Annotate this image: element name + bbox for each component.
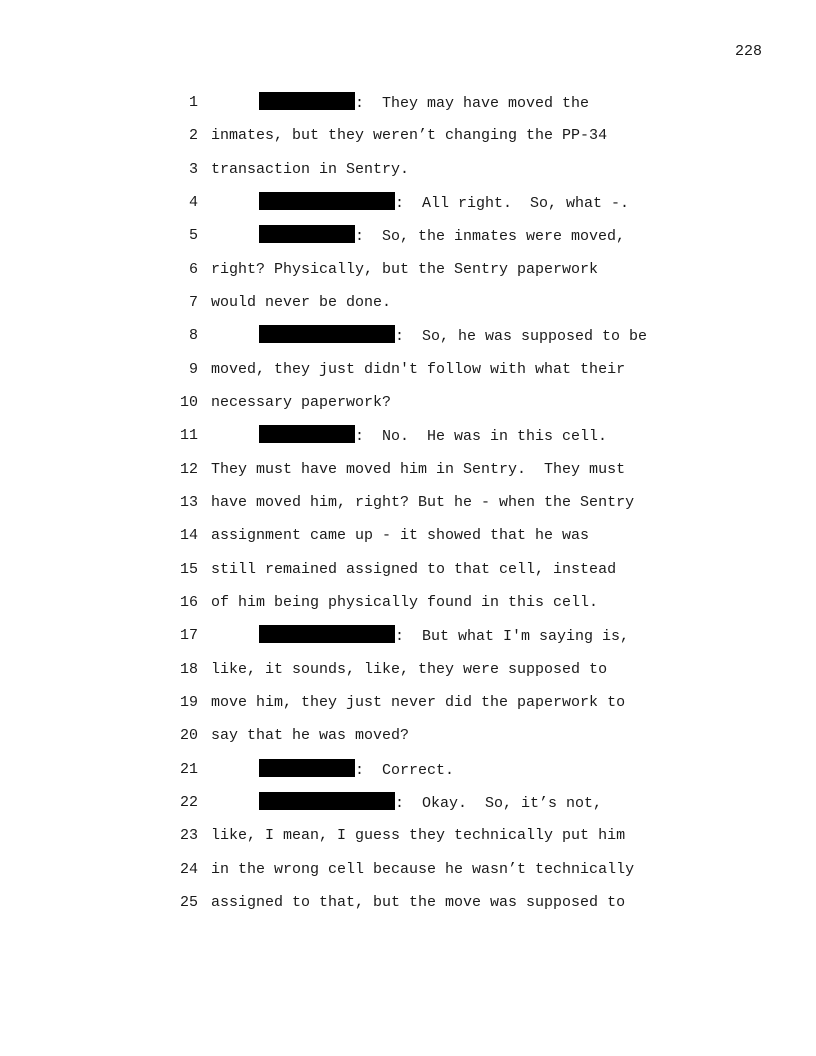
- transcript-line: [0, 825, 816, 858]
- transcript-line: [0, 259, 816, 292]
- line-text: [211, 825, 625, 847]
- line-number: 6: [188, 260, 198, 278]
- line-text: [211, 259, 598, 281]
- redacted-speaker-name: [259, 92, 355, 110]
- line-text: [211, 459, 625, 481]
- transcript-line: [0, 92, 816, 125]
- transcript-line: [0, 859, 816, 892]
- transcript-line: [0, 892, 816, 925]
- line-content: have moved him, right? But he - when the Sentry: [211, 493, 635, 511]
- line-number: 15: [179, 560, 198, 578]
- redacted-speaker-name: [259, 759, 355, 777]
- transcript-line: [0, 492, 816, 525]
- transcript-line: [0, 325, 816, 358]
- speaker-line: [259, 425, 607, 448]
- line-content: assignment came up - it showed that he was: [211, 527, 590, 545]
- transcript-line: [0, 659, 816, 692]
- line-content: like, I mean, I guess they technically put him: [211, 827, 626, 845]
- line-content: inmates, but they weren’t changing the PP-34: [211, 127, 608, 145]
- line-text: [211, 292, 391, 314]
- line-content: transaction in Sentry.: [211, 160, 410, 178]
- line-number: 21: [179, 760, 198, 778]
- line-content: would never be done.: [211, 293, 392, 311]
- transcript-line: [0, 559, 816, 592]
- transcript-line: [0, 225, 816, 258]
- line-number: 4: [188, 193, 198, 211]
- line-content: of him being physically found in this cell.: [211, 593, 599, 611]
- line-text: [211, 359, 625, 381]
- transcript-line: [0, 759, 816, 792]
- redacted-speaker-name: [259, 625, 395, 643]
- line-number: 25: [179, 893, 198, 911]
- transcript-line: [0, 625, 816, 658]
- line-number: 20: [179, 727, 198, 745]
- line-number: 1: [188, 94, 198, 111]
- line-number: 23: [179, 827, 198, 845]
- line-text: [211, 725, 409, 747]
- line-content: : Correct.: [355, 761, 455, 779]
- transcript-line: [0, 792, 816, 825]
- transcript-line: [0, 725, 816, 758]
- speaker-line: [259, 225, 625, 248]
- redacted-speaker-name: [259, 225, 355, 243]
- line-text: [211, 492, 634, 514]
- transcript-line: [0, 359, 816, 392]
- speaker-line: [259, 759, 454, 782]
- redacted-speaker-name: [259, 192, 395, 210]
- line-number: 17: [179, 627, 198, 645]
- transcript-line: [0, 292, 816, 325]
- line-content: : All right. So, what -.: [395, 194, 630, 212]
- line-content: necessary paperwork?: [211, 393, 392, 411]
- line-content: say that he was moved?: [211, 727, 410, 745]
- transcript-line: [0, 159, 816, 192]
- line-content: : So, he was supposed to be: [395, 328, 648, 346]
- transcript-line: [0, 459, 816, 492]
- speaker-line: [259, 92, 589, 115]
- line-content: : But what I'm saying is,: [395, 628, 630, 646]
- line-text: [211, 392, 391, 414]
- line-text: [211, 692, 625, 714]
- redacted-speaker-name: [259, 792, 395, 810]
- line-number: 5: [188, 227, 198, 245]
- speaker-line: [259, 792, 602, 815]
- line-number: 2: [188, 127, 198, 145]
- transcript-line: [0, 692, 816, 725]
- line-text: [211, 659, 607, 681]
- line-text: [211, 859, 634, 881]
- line-number: 24: [179, 860, 198, 878]
- line-content: : Okay. So, it’s not,: [395, 794, 603, 812]
- line-content: still remained assigned to that cell, instead: [211, 560, 617, 578]
- transcript-line: [0, 525, 816, 558]
- speaker-line: [259, 325, 647, 348]
- line-number: 8: [188, 327, 198, 345]
- transcript-line: [0, 592, 816, 625]
- line-number: 18: [179, 660, 198, 678]
- line-content: : They may have moved the: [355, 95, 590, 112]
- transcript-line: [0, 392, 816, 425]
- speaker-line: [259, 192, 629, 215]
- transcript-line: [0, 125, 816, 158]
- line-text: [211, 592, 598, 614]
- redacted-speaker-name: [259, 325, 395, 343]
- line-content: They must have moved him in Sentry. They must: [211, 460, 626, 478]
- line-text: [211, 559, 616, 581]
- line-content: moved, they just didn't follow with what their: [211, 360, 626, 378]
- line-number: 16: [179, 593, 198, 611]
- line-text: [211, 159, 409, 181]
- line-number: 22: [179, 793, 198, 811]
- line-number: 14: [179, 527, 198, 545]
- line-content: right? Physically, but the Sentry paperwork: [211, 260, 599, 278]
- line-content: : So, the inmates were moved,: [355, 228, 626, 246]
- transcript-line: [0, 192, 816, 225]
- line-number: 7: [188, 293, 198, 311]
- line-number: 12: [179, 460, 198, 478]
- transcript-line: [0, 425, 816, 458]
- line-text: [211, 125, 607, 147]
- line-content: assigned to that, but the move was supposed to: [211, 893, 626, 911]
- line-text: [211, 525, 589, 547]
- line-number: 19: [179, 693, 198, 711]
- speaker-line: [259, 625, 629, 648]
- transcript-body: [0, 92, 816, 925]
- redacted-speaker-name: [259, 425, 355, 443]
- line-number: 10: [179, 393, 198, 411]
- line-number: 3: [188, 160, 198, 178]
- line-content: move him, they just never did the paperwork to: [211, 693, 626, 711]
- line-text: [211, 892, 625, 914]
- line-number: 11: [179, 427, 198, 445]
- line-number: 13: [179, 493, 198, 511]
- line-content: in the wrong cell because he wasn’t technically: [211, 860, 635, 878]
- line-number: 9: [188, 360, 198, 378]
- line-content: : No. He was in this cell.: [355, 428, 608, 446]
- page-number: 228: [734, 43, 762, 60]
- line-content: like, it sounds, like, they were supposed to: [211, 660, 608, 678]
